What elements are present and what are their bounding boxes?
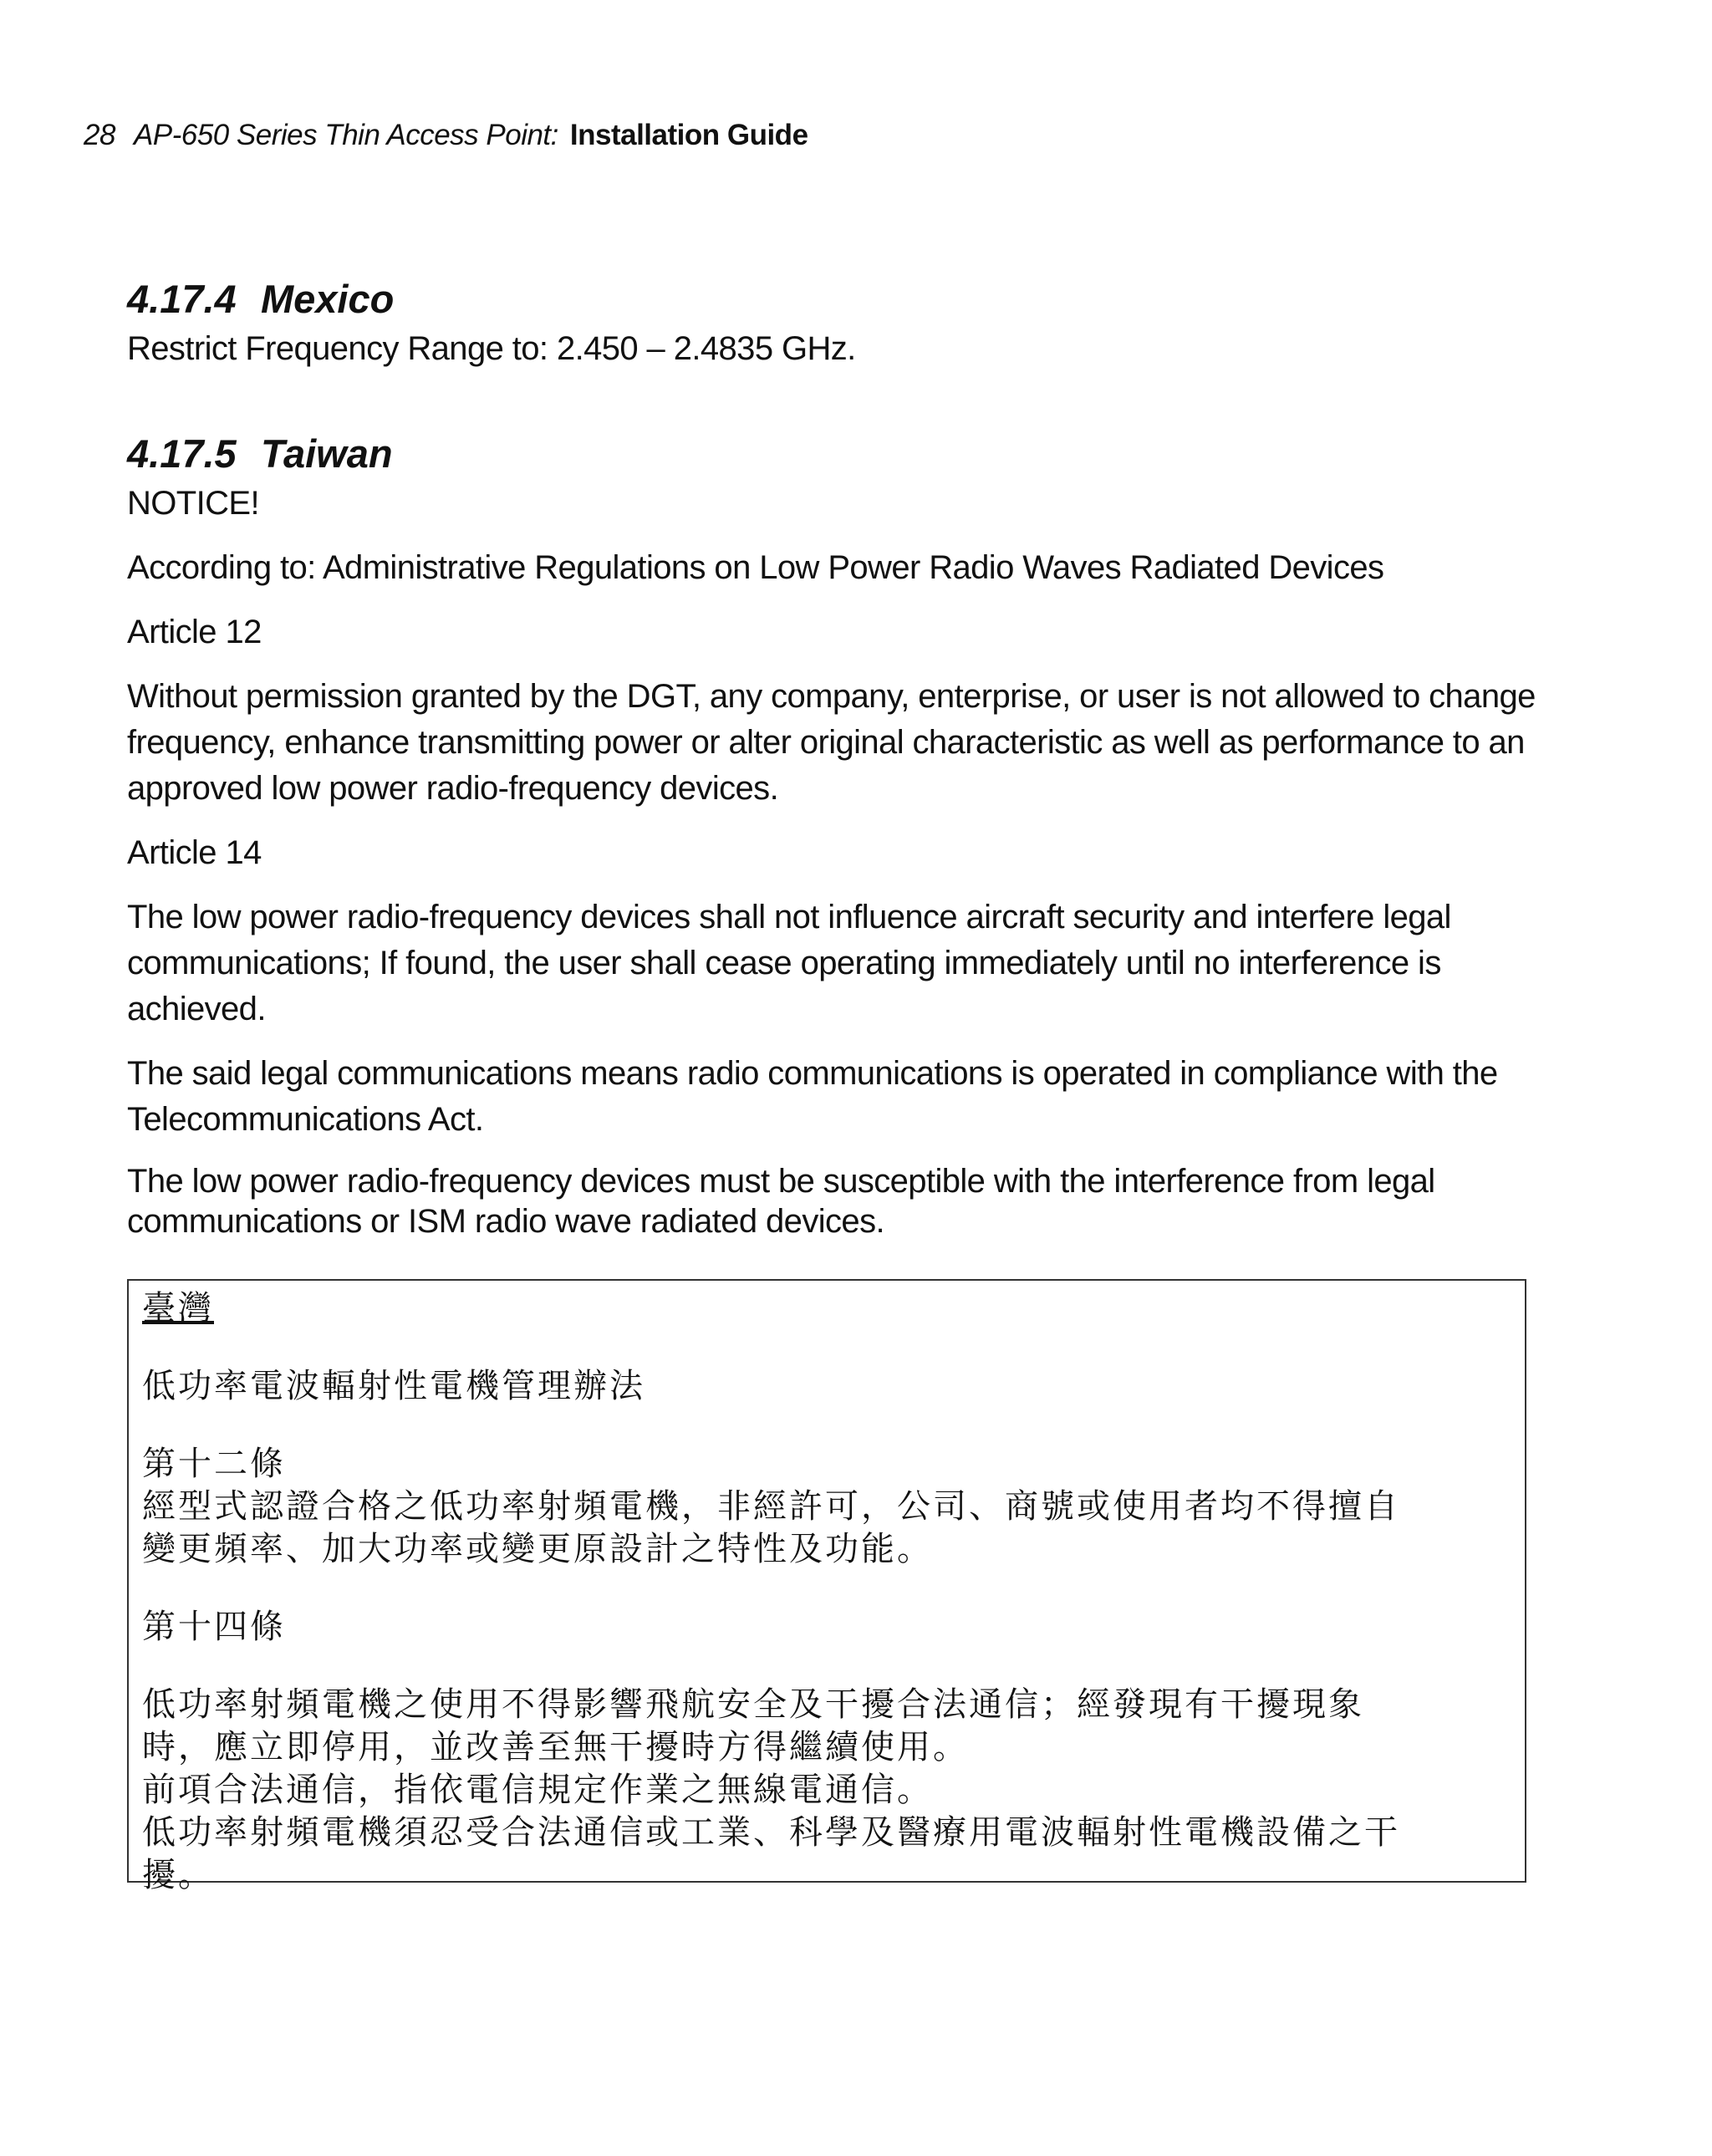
- according-text: According to: Administrative Regulations on Low Power Radio Waves Radiated Devices: [127, 549, 1384, 586]
- section-heading-mexico: [127, 273, 1540, 326]
- chinese-article-14-line-1: 低功率射頻電機之使用不得影響飛航安全及干擾合法通信；經發現有干擾現象: [142, 1685, 1364, 1724]
- chinese-article-12-title: 第十二條: [142, 1445, 286, 1483]
- article-14-body: The low power radio-frequency devices shall not influence aircraft security and interfere legal communications; If found, the user shall cease operating immediately until no interference is achieved.: [127, 899, 1451, 1027]
- chinese-box-title: 臺灣: [142, 1289, 214, 1328]
- chinese-article-14-line-2: 時，應立即停用，並改善至無干擾時方得繼續使用。: [142, 1728, 969, 1766]
- page-content: [127, 273, 1540, 1241]
- chinese-article-14-line-4: 低功率射頻電機須忍受合法通信或工業、科學及醫療用電波輻射性電機設備之干: [142, 1813, 1400, 1852]
- section-title-taiwan: Taiwan: [261, 431, 393, 476]
- article-12-body: Without permission granted by the DGT, any company, enterprise, or user is not allowed to change frequency, enhance transmitting power or alter original characteristic as well as performance to an approved low power radio-frequency devices.: [127, 678, 1536, 807]
- section-number-taiwan: 4.17.5: [127, 431, 237, 476]
- chinese-regulation-box: [127, 1279, 1526, 1894]
- mexico-frequency-text: Restrict Frequency Range to: 2.450 – 2.4835 GHz.: [127, 330, 856, 367]
- chinese-article-12-line-1: 經型式認證合格之低功率射頻電機，非經許可，公司、商號或使用者均不得擅自: [142, 1487, 1400, 1526]
- chinese-article-12-line-2: 變更頻率、加大功率或變更原設計之特性及功能。: [142, 1530, 933, 1568]
- chinese-law-name: 低功率電波輻射性電機管理辦法: [142, 1367, 645, 1405]
- running-header: [84, 119, 808, 152]
- guide-title: Installation Guide: [569, 119, 808, 151]
- susceptible-text: The low power radio-frequency devices must be susceptible with the interference from legal communications or ISM radio wave radiated devices.: [127, 1163, 1435, 1240]
- notice-text: NOTICE!: [127, 485, 260, 522]
- chinese-article-14-line-5: 擾。: [142, 1856, 214, 1894]
- chinese-article-14-line-3: 前項合法通信，指依電信規定作業之無線電通信。: [142, 1771, 933, 1809]
- section-number-mexico: 4.17.4: [127, 277, 237, 321]
- document-title: AP-650 Series Thin Access Point:: [133, 119, 558, 151]
- article-14-title: Article 14: [127, 834, 262, 871]
- section-heading-taiwan: [127, 427, 1540, 481]
- legal-communications-text: The said legal communications means radio communications is operated in compliance with the Telecommunications Act.: [127, 1055, 1498, 1138]
- page-number: 28: [84, 119, 115, 151]
- section-title-mexico: Mexico: [261, 277, 395, 321]
- chinese-article-14-title: 第十四條: [142, 1608, 286, 1646]
- article-12-title: Article 12: [127, 614, 262, 650]
